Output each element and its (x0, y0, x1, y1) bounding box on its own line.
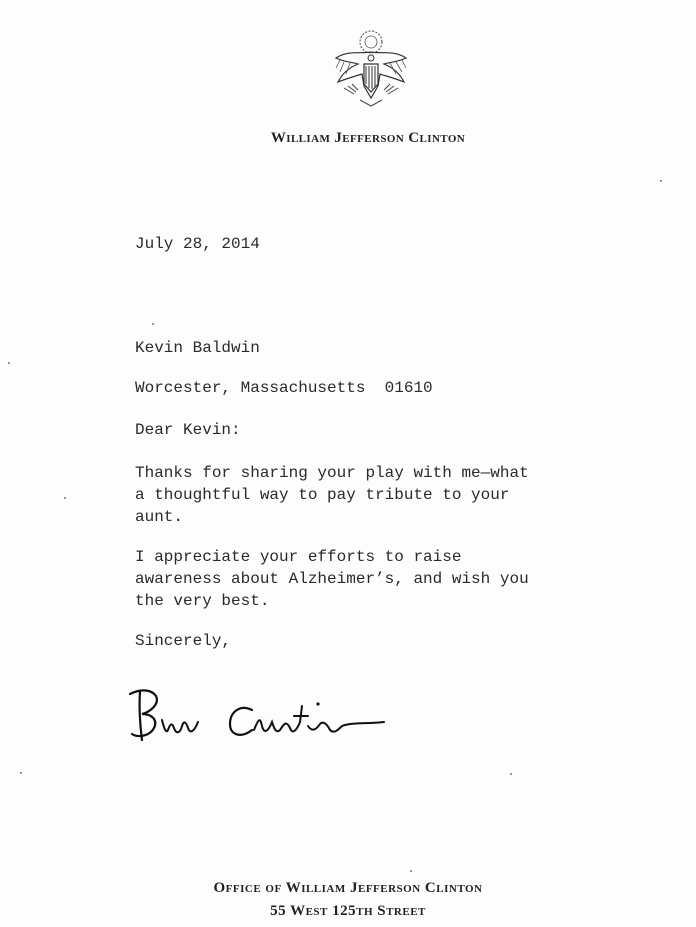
letter-date: July 28, 2014 (135, 235, 260, 253)
eagle-seal-icon (330, 28, 412, 112)
scan-speck (410, 870, 412, 872)
scan-speck (660, 180, 662, 182)
recipient-name: Kevin Baldwin (135, 339, 260, 357)
scan-speck (20, 772, 22, 774)
body-paragraph-1: Thanks for sharing your play with me—what a thoughtful way to pay tribute to your aunt. (135, 464, 529, 526)
scan-speck (64, 497, 66, 499)
footer-office: Office of William Jefferson Clinton (213, 880, 483, 896)
scan-speck (8, 362, 10, 364)
letterhead-name: William Jefferson Clinton (270, 130, 466, 146)
scan-speck (510, 773, 512, 775)
scan-speck (152, 323, 154, 325)
closing: Sincerely, (135, 632, 232, 650)
footer-address: 55 West 125th Street (270, 903, 426, 919)
handwritten-signature-icon (122, 676, 392, 756)
recipient-address: Worcester, Massachusetts 01610 (135, 379, 433, 397)
body-paragraph-2: I appreciate your efforts to raise awareness about Alzheimer’s, and wish you the very best. (135, 548, 529, 610)
salutation: Dear Kevin: (135, 421, 241, 439)
